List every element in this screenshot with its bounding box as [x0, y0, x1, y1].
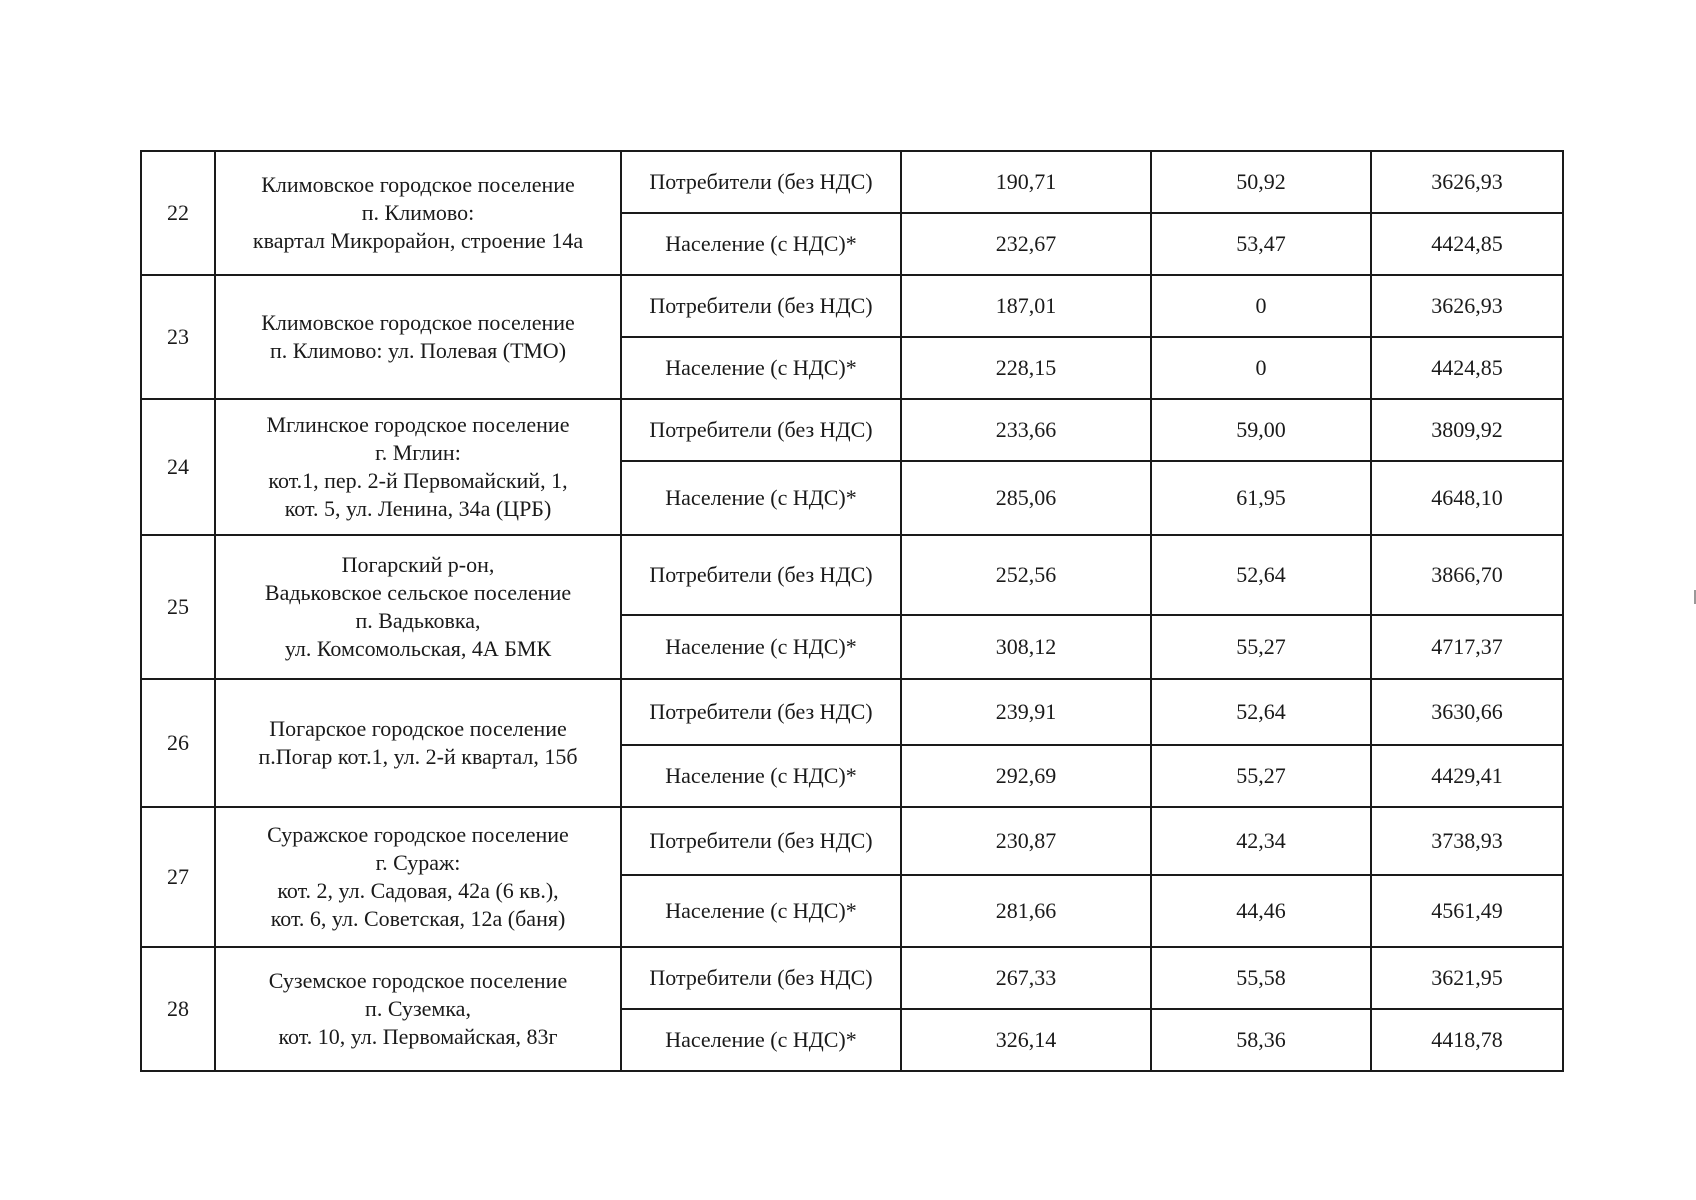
row-number: 26 — [141, 679, 215, 807]
value-col-3: 4418,78 — [1371, 1009, 1563, 1071]
value-col-3: 4561,49 — [1371, 875, 1563, 947]
location-cell — [215, 151, 621, 275]
value-col-2: 44,46 — [1151, 875, 1371, 947]
value-col-1: 239,91 — [901, 679, 1151, 745]
location-line: п. Суземка, — [365, 996, 471, 1021]
location-cell — [215, 399, 621, 535]
value-col-3: 4424,85 — [1371, 337, 1563, 399]
value-col-2: 53,47 — [1151, 213, 1371, 275]
value-col-2: 59,00 — [1151, 399, 1371, 461]
value-col-3: 4424,85 — [1371, 213, 1563, 275]
value-col-1: 228,15 — [901, 337, 1151, 399]
location-line: Климовское городское поселение — [261, 310, 575, 335]
value-col-2: 52,64 — [1151, 535, 1371, 615]
location-line: п. Вадьковка, — [355, 608, 481, 633]
location-line: Погарский р-он, — [341, 552, 495, 577]
consumer-category: Население (с НДС)* — [621, 875, 901, 947]
table-row — [141, 399, 1563, 461]
consumer-category: Население (с НДС)* — [621, 337, 901, 399]
value-col-1: 232,67 — [901, 213, 1151, 275]
row-number: 24 — [141, 399, 215, 535]
location-line: Погарское городское поселение — [269, 716, 567, 741]
value-col-1: 252,56 — [901, 535, 1151, 615]
table-row — [141, 947, 1563, 1009]
location-line: кот. 6, ул. Советская, 12а (баня) — [270, 906, 566, 931]
value-col-2: 61,95 — [1151, 461, 1371, 535]
value-col-1: 292,69 — [901, 745, 1151, 807]
location-cell — [215, 947, 621, 1071]
value-col-1: 233,66 — [901, 399, 1151, 461]
location-line: г. Мглин: — [375, 440, 461, 465]
table-row — [141, 679, 1563, 745]
location-line: г. Сураж: — [375, 850, 461, 875]
value-col-2: 55,27 — [1151, 615, 1371, 679]
location-line: п. Климово: ул. Полевая (ТМО) — [269, 338, 567, 363]
value-col-1: 187,01 — [901, 275, 1151, 337]
value-col-2: 0 — [1151, 337, 1371, 399]
consumer-category: Население (с НДС)* — [621, 615, 901, 679]
value-col-3: 4717,37 — [1371, 615, 1563, 679]
row-number: 25 — [141, 535, 215, 679]
value-col-1: 285,06 — [901, 461, 1151, 535]
table-row — [141, 807, 1563, 875]
location-line: кот.1, пер. 2-й Первомайский, 1, — [268, 468, 568, 493]
location-line: п. Климово: — [361, 200, 475, 225]
row-number: 27 — [141, 807, 215, 947]
location-line: ул. Комсомольская, 4А БМК — [284, 636, 552, 661]
value-col-1: 267,33 — [901, 947, 1151, 1009]
consumer-category: Население (с НДС)* — [621, 213, 901, 275]
location-cell — [215, 275, 621, 399]
value-col-3: 3626,93 — [1371, 275, 1563, 337]
value-col-3: 3630,66 — [1371, 679, 1563, 745]
location-line: кот. 2, ул. Садовая, 42а (6 кв.), — [277, 878, 559, 903]
location-line: Климовское городское поселение — [261, 172, 575, 197]
value-col-1: 308,12 — [901, 615, 1151, 679]
table-row — [141, 151, 1563, 213]
value-col-2: 55,27 — [1151, 745, 1371, 807]
consumer-category: Потребители (без НДС) — [621, 399, 901, 461]
value-col-2: 52,64 — [1151, 679, 1371, 745]
value-col-2: 55,58 — [1151, 947, 1371, 1009]
value-col-1: 230,87 — [901, 807, 1151, 875]
consumer-category: Потребители (без НДС) — [621, 679, 901, 745]
location-cell — [215, 535, 621, 679]
value-col-3: 3626,93 — [1371, 151, 1563, 213]
location-line: кот. 10, ул. Первомайская, 83г — [278, 1024, 558, 1049]
tariff-table-body — [141, 151, 1563, 1071]
table-row — [141, 535, 1563, 615]
value-col-1: 281,66 — [901, 875, 1151, 947]
value-col-2: 0 — [1151, 275, 1371, 337]
table-row — [141, 275, 1563, 337]
consumer-category: Население (с НДС)* — [621, 461, 901, 535]
location-line: Вадьковское сельское поселение — [264, 580, 572, 605]
location-cell — [215, 807, 621, 947]
location-line: Суражское городское поселение — [267, 822, 569, 847]
value-col-1: 190,71 — [901, 151, 1151, 213]
tariff-table — [140, 150, 1564, 1072]
location-line: кот. 5, ул. Ленина, 34а (ЦРБ) — [284, 496, 552, 521]
value-col-2: 42,34 — [1151, 807, 1371, 875]
location-line: квартал Микрорайон, строение 14а — [252, 228, 584, 253]
location-line: п.Погар кот.1, ул. 2-й квартал, 15б — [258, 744, 578, 769]
row-number: 23 — [141, 275, 215, 399]
consumer-category: Потребители (без НДС) — [621, 807, 901, 875]
consumer-category: Население (с НДС)* — [621, 745, 901, 807]
row-number: 22 — [141, 151, 215, 275]
consumer-category: Потребители (без НДС) — [621, 535, 901, 615]
value-col-3: 4429,41 — [1371, 745, 1563, 807]
value-col-3: 3809,92 — [1371, 399, 1563, 461]
row-number: 28 — [141, 947, 215, 1071]
value-col-3: 3738,93 — [1371, 807, 1563, 875]
consumer-category: Потребители (без НДС) — [621, 275, 901, 337]
location-cell — [215, 679, 621, 807]
consumer-category: Население (с НДС)* — [621, 1009, 901, 1071]
consumer-category: Потребители (без НДС) — [621, 151, 901, 213]
value-col-2: 50,92 — [1151, 151, 1371, 213]
location-line: Суземское городское поселение — [268, 968, 568, 993]
value-col-3: 4648,10 — [1371, 461, 1563, 535]
value-col-3: 3866,70 — [1371, 535, 1563, 615]
value-col-2: 58,36 — [1151, 1009, 1371, 1071]
location-line: Мглинское городское поселение — [266, 412, 570, 437]
consumer-category: Потребители (без НДС) — [621, 947, 901, 1009]
value-col-1: 326,14 — [901, 1009, 1151, 1071]
value-col-3: 3621,95 — [1371, 947, 1563, 1009]
